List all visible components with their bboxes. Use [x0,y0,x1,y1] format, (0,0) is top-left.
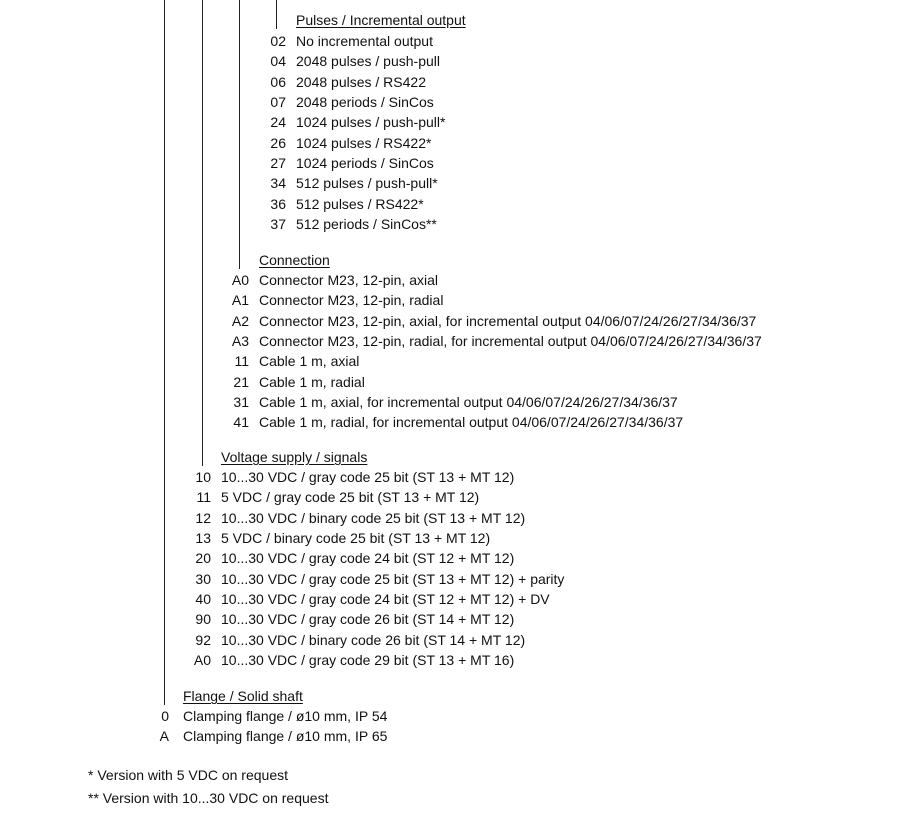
option-code: 36 [270,195,286,212]
option-code: 02 [270,33,286,49]
bracket-line-long [239,0,240,269]
option-code: 92 [195,631,211,648]
option-description: 512 pulses / RS422* [296,195,424,212]
option-description: 2048 pulses / push-pull [296,53,440,70]
option-description: Clamping flange / ø10 mm, IP 65 [183,728,388,745]
option-code: 24 [270,114,286,131]
option-code: 13 [195,530,211,547]
voltage-heading: Voltage supply / signals [221,449,368,465]
option-description: 512 periods / SinCos** [296,216,437,233]
option-code: 11 [234,353,249,370]
option-code: 10 [195,469,211,485]
option-code: 34 [270,175,286,192]
option-description: Connector M23, 12-pin, radial, for incremental output 04/06/07/24/26/27/34/36/37 [259,333,762,350]
option-description: 10...30 VDC / gray code 25 bit (ST 13 + MT 12) + parity [221,570,565,587]
connection-heading: Connection [259,252,330,268]
footnote: * Version with 5 VDC on request [88,767,288,783]
option-description: Connector M23, 12-pin, axial [259,272,438,288]
bracket-line-long [202,0,203,466]
option-code: 04 [270,53,286,70]
option-description: 1024 pulses / RS422* [296,134,432,151]
option-description: Connector M23, 12-pin, axial, for incremental output 04/06/07/24/26/27/34/36/37 [259,312,757,329]
pulses-bracket-line-ext [276,0,277,29]
pulses-heading: Pulses / Incremental output [296,12,466,28]
option-description: 10...30 VDC / gray code 26 bit (ST 14 + MT 12) [221,611,515,628]
option-description: 10...30 VDC / binary code 26 bit (ST 14 + MT 12) [221,631,526,648]
option-code: 21 [233,373,249,390]
option-code: A [159,728,169,745]
option-description: 2048 periods / SinCos [296,94,434,111]
option-description: Clamping flange / ø10 mm, IP 54 [183,708,388,724]
option-code: A0 [193,652,211,669]
option-description: Cable 1 m, axial [259,353,360,370]
option-code: 0 [161,708,169,724]
flange-heading: Flange / Solid shaft [183,688,303,704]
option-description: 10...30 VDC / gray code 24 bit (ST 12 + MT 12) [221,550,515,567]
option-code: 31 [233,394,249,411]
option-code: 11 [196,489,211,506]
option-code: A0 [231,272,249,288]
option-description: 10...30 VDC / gray code 25 bit (ST 13 + MT 12) [221,469,515,485]
option-code: 30 [195,570,211,587]
option-code: 26 [270,134,286,151]
option-code: 37 [270,216,286,233]
option-code: 20 [195,550,211,567]
option-description: Cable 1 m, radial [259,373,365,390]
option-code: 41 [233,414,249,431]
footnote: ** Version with 10...30 VDC on request [88,790,329,806]
option-description: Connector M23, 12-pin, radial [259,292,444,309]
option-code: 40 [195,591,211,608]
option-description: 10...30 VDC / gray code 24 bit (ST 12 + MT 12) + DV [221,591,550,608]
option-description: 10...30 VDC / binary code 25 bit (ST 13 + MT 12) [221,509,526,526]
option-code: A3 [231,333,249,350]
option-code: 90 [195,611,211,628]
option-description: Cable 1 m, radial, for incremental output 04/06/07/24/26/27/34/36/37 [259,414,684,431]
option-description: 1024 periods / SinCos [296,155,434,172]
option-description: 10...30 VDC / gray code 29 bit (ST 13 + MT 16) [221,652,515,669]
option-code: 12 [195,509,211,526]
option-code: A1 [231,292,249,309]
option-description: 5 VDC / gray code 25 bit (ST 13 + MT 12) [221,489,480,506]
option-code: A2 [231,312,249,329]
option-description: Cable 1 m, axial, for incremental output 04/06/07/24/26/27/34/36/37 [259,394,678,411]
option-description: 5 VDC / binary code 25 bit (ST 13 + MT 12) [221,530,491,547]
option-code: 06 [270,73,286,90]
option-description: 512 pulses / push-pull* [296,175,438,192]
option-code: 07 [270,94,286,111]
option-description: No incremental output [296,33,433,49]
option-description: 1024 pulses / push-pull* [296,114,446,131]
option-code: 27 [270,155,286,172]
bracket-line-long [164,0,165,705]
option-description: 2048 pulses / RS422 [296,73,426,90]
